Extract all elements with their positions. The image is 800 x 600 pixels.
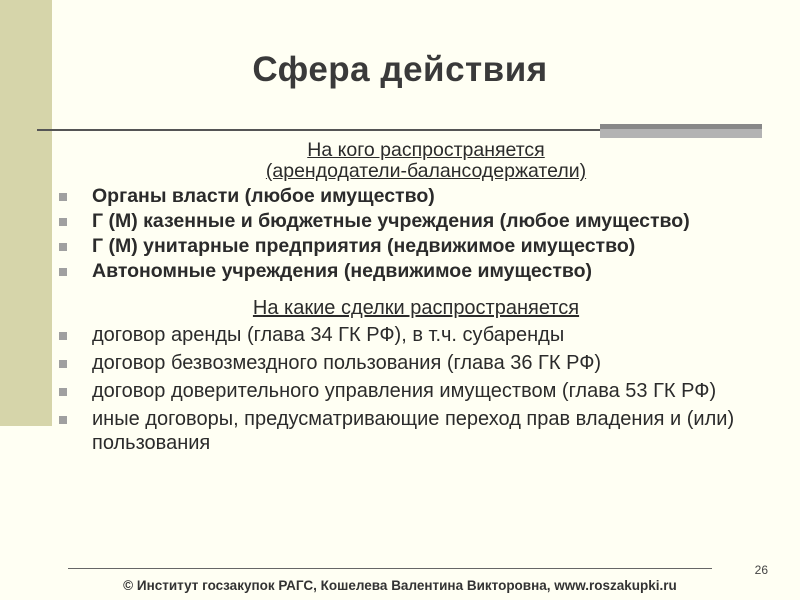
bullet-icon (59, 360, 67, 368)
bullet-icon (59, 416, 67, 424)
heading-line-2: (арендодатели-балансодержатели) (265, 160, 587, 182)
list-item-text: договор аренды (глава 34 ГК РФ), в т.ч. субаренды (92, 324, 565, 346)
heading-line-1: На кого распространяется (307, 139, 545, 161)
bullet-icon (59, 193, 67, 201)
section-heading-deals: На какие сделки распространяется (252, 297, 580, 319)
page-number: 26 (754, 563, 768, 577)
bullet-icon (59, 218, 67, 226)
list-item-text: Автономные учреждения (недвижимое имущество) (92, 260, 593, 282)
list-item-text: договор безвозмездного пользования (глава 36 ГК РФ) (92, 352, 602, 374)
list-item (56, 186, 776, 207)
list-item-text: Г (М) унитарные предприятия (недвижимое имущество) (92, 235, 636, 257)
bullet-icon (59, 332, 67, 340)
deals-list (56, 323, 776, 455)
list-item-text: договор доверительного управления имуществом (глава 53 ГК РФ) (92, 380, 717, 402)
divider-accent-top (600, 124, 762, 129)
list-item-text: Органы власти (любое имущество) (92, 185, 435, 207)
list-item (56, 236, 776, 257)
bullet-icon (59, 268, 67, 276)
slide-title: Сфера действия (252, 50, 548, 89)
list-item-text: Г (М) казенные и бюджетные учреждения (любое имущество) (92, 210, 690, 232)
lessors-list (56, 186, 776, 282)
list-item (56, 261, 776, 282)
list-item (56, 379, 776, 403)
footer-text: © Институт госзакупок РАГС, Кошелева Валентина Викторовна, www.roszakupki.ru (123, 578, 677, 593)
section-heading-lessors (56, 140, 776, 182)
list-item-text: иные договоры, предусматривающие переход прав владения и (или) пользования (92, 408, 735, 454)
list-item (56, 351, 776, 375)
slide-content (56, 140, 776, 455)
list-item (56, 407, 776, 455)
bullet-icon (59, 388, 67, 396)
bullet-icon (59, 243, 67, 251)
list-item (56, 323, 776, 347)
title-divider (37, 129, 637, 131)
footer-divider (68, 568, 712, 569)
list-item (56, 211, 776, 232)
